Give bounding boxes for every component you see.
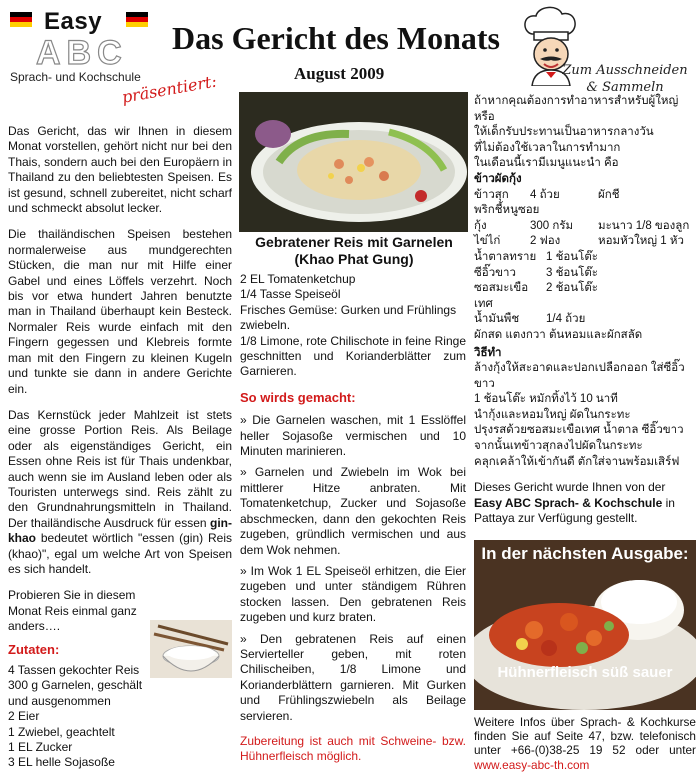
thai-amount: 1/4 ถ้วย: [546, 313, 586, 326]
ingredient-item: 1 EL Zucker: [8, 740, 73, 755]
thai-ingredient: น้ำตาลทราย: [474, 250, 537, 263]
intro-text: bedeutet wörtlich "essen (gin) Reis (khao)", egal um welche Art von Speisen es sich handelt.: [8, 531, 232, 576]
intro-paragraph: Probieren Sie in diesem Monat Reis einmal ganz anders….: [8, 588, 137, 634]
variation-note: Zubereitung ist auch mit Schweine- bzw. Hühnerfleisch möglich.: [240, 733, 466, 764]
thai-intro-line: ที่ไม่ต้องใช้เวลาในการทำมาก: [474, 141, 621, 154]
thai-amount: 4 ถ้วย: [530, 188, 560, 201]
thai-amount: 300 กรัม: [530, 219, 574, 232]
thai-ingredient-row: [474, 250, 696, 266]
credit-before: Dieses Gericht wurde Ihnen von der: [474, 480, 666, 495]
thai-ingredient-row: [474, 219, 696, 235]
thai-method-line: ล้างกุ้งให้สะอาดและปอกเปลือกออก ใส่ซีอิ๊วขาว: [474, 362, 685, 390]
dish-title-thai-name: (Khao Phat Gung): [294, 251, 414, 267]
thai-amount: 2 ช้อนโต๊ะ: [546, 282, 598, 295]
collect-note-line1: Zum Ausschneiden: [562, 63, 688, 78]
rice-bowl-photo: [150, 620, 232, 678]
thai-ingredient-row: [474, 188, 696, 204]
intro-paragraph: [8, 408, 232, 577]
thai-ingredient: ซีอิ๊วขาว: [474, 266, 516, 279]
thai-ingredient-row: [474, 281, 696, 312]
thai-intro-line: ในเดือนนี้เรามีเมนูแนะนำ คือ: [474, 157, 619, 170]
thai-ingredient: น้ำมันพืช: [474, 313, 520, 326]
collect-note: [550, 62, 700, 96]
gin-khao-term: gin-khao: [8, 515, 232, 546]
thai-ingredient-row: [474, 234, 696, 250]
thai-method-line: 1 ช้อนโต๊ะ หมักทิ้งไว้ 10 นาที: [474, 393, 618, 406]
ingredient-item: 2 EL Tomatenketchup: [240, 272, 356, 286]
thai-extra: หอมหัวใหญ่ 1 หัว: [598, 235, 684, 248]
presents-label: präsentiert:: [120, 71, 219, 107]
brand-easy: Easy: [44, 8, 103, 35]
ingredient-item: 3 EL helle Sojasoße: [8, 755, 115, 770]
sweet-sour-chicken-photo: [474, 540, 696, 710]
thai-method-line: คลุกเคล้าให้เข้ากันดี ตักใส่จานพร้อมเสิร์ฟ: [474, 455, 680, 468]
thai-ingredient: ไข่ไก่: [474, 235, 501, 248]
thai-extra: มะนาว 1/8 ของลูก: [598, 219, 690, 232]
credit-after: in Pattaya zur Verfügung gestellt.: [474, 495, 675, 526]
thai-ingredient: ซอสมะเขือเทศ: [474, 282, 529, 310]
intro-text: Das Kernstück jeder Mahlzeit ist stets eine grosse Portion Reis. Als Beilage oder als eigenständiges Gericht, ein Essen ohne Reis ist für Thais undenkbar, auch wenn sie im Ausland leben oder als Touristen unterwegs sind. Reis zählt zu den Grundnahrungsmitteln in Thailand. Der thailändische Ausdruck für essen: [8, 407, 232, 530]
thai-method-line: นำกุ้งและหอมใหญ่ ผัดในกระทะ: [474, 408, 631, 421]
intro-paragraph: Die thailändischen Speisen bestehen normalerweise aus mundgerechten Stücken, die man nur mit Hilfe einer Gabel und eines Löffels verzehrt. Noch bis vor etwa hundert Jahren benutzte man in Thailand überhaupt kein Besteck. Normaler Reis wurde einfach mit den Fingern gegessen und Klebreis formte man mit den Fingern zu kleinen Kugeln und tunkte sie dann in andere Gerichte ein.: [8, 227, 232, 396]
thai-ingredient-row: [474, 328, 696, 344]
thai-method-line: จากนั้นเทข้าวสุกลงไปผัดในกระทะ: [474, 440, 643, 453]
recipe-column: [240, 272, 466, 771]
ingredient-item: Frisches Gemüse: Gurken und Frühlings zwiebeln.: [240, 302, 457, 333]
ingredient-item: 1 Zwiebel, geachtelt: [8, 724, 115, 739]
german-flag-left: [10, 12, 32, 27]
next-issue-dish: Hühnerfleisch süß sauer: [497, 664, 673, 681]
page-title: Das Gericht des Monats: [172, 20, 500, 56]
dish-title: [240, 234, 468, 268]
dish-title-german: Gebratener Reis mit Garnelen: [255, 234, 453, 250]
method-step: » Im Wok 1 EL Speiseöl erhitzen, die Eier zugeben und unter ständigem Rühren stocken lassen. Den gebratenen Reis zugeben und kurz braten.: [240, 563, 466, 625]
method-step: » Garnelen und Zwiebeln im Wok bei mittlerer Hitze anbraten. Mit Tomatenketchup, Zucker und Sojasoße abschmecken, dann den gekochten Reis zugeben, gründlich vermischen und aus dem Wok nehmen.: [240, 465, 466, 557]
thai-ingredient-row: [474, 266, 696, 282]
german-flag-right: [126, 12, 148, 27]
thai-ingredient: กุ้ง: [474, 219, 487, 232]
thai-dish-name: ข้าวผัดกุ้ง: [474, 172, 522, 185]
thai-recipe-column: [474, 94, 696, 526]
thai-extra: ผักชี: [598, 188, 620, 201]
fried-rice-photo: [239, 92, 468, 232]
thai-ingredient-row: [474, 312, 696, 328]
thai-method-heading: วิธีทำ: [474, 346, 502, 359]
thai-amount: 1 ช้อนโต๊ะ: [546, 250, 598, 263]
method-step: » Den gebratenen Reis auf einen Servierteller geben, mit roten Chilischeiben, 1/8 Limone und Korianderblättern garnieren. Mit Gurken und Frühlingszwiebeln als Beilage servieren.: [240, 631, 466, 723]
thai-amount: 3 ช้อนโต๊ะ: [546, 266, 598, 279]
thai-intro-line: ให้เด็กรับประทานเป็นอาหารกลางวัน: [474, 126, 654, 139]
ingredient-item: 1/8 Limone, rote Chilischote in feine Ringe geschnitten und Korianderblätter zum Garnieren.: [240, 333, 466, 379]
ingredients-heading: Zutaten:: [8, 641, 60, 657]
method-heading: So wirds gemacht:: [240, 389, 356, 405]
contact-text: Weitere Infos über Sprach- & Kochkurse finden Sie auf Seite 47, bzw. telefonisch unter +66-(0)38-25 19 52 oder unter: [474, 715, 696, 758]
website-link[interactable]: www.easy-abc-th.com: [474, 757, 590, 772]
ingredient-item: 2 Eier: [8, 709, 40, 724]
next-issue-box: [474, 540, 696, 710]
thai-amount: 2 ฟอง: [530, 235, 561, 248]
thai-ingredient: ผักสด แตงกวา ต้นหอมและผักสลัด: [474, 328, 643, 341]
thai-ingredient: ข้าวสุก: [474, 188, 509, 201]
ingredient-item: 1/4 Tasse Speiseöl: [240, 287, 341, 302]
method-step: » Die Garnelen waschen, mit 1 Esslöffel heller Sojasoße vermischen und 10 Minuten marinieren.: [240, 413, 466, 459]
thai-ingredient-row: [474, 203, 696, 219]
intro-paragraph: Das Gericht, das wir Ihnen in diesem Monat vorstellen, gehört nicht nur bei den Thais, sondern auch bei den Europäern in Thailand zu den beliebtesten Speisen. Es ist gesund, schnell zubereitet, nicht scharf und schmeckt absolut lecker.: [8, 124, 232, 216]
credit-text: [474, 480, 696, 526]
thai-method-line: ปรุงรสด้วยซอสมะเขือเทศ น้ำตาล ซีอิ๊วขาว: [474, 424, 684, 437]
thai-ingredient: พริกชี้หนูซอย: [474, 204, 540, 217]
ingredient-item: 300 g Garnelen, geschält und ausgenommen: [8, 678, 143, 708]
credit-school-name: Easy ABC Sprach- & Kochschule: [474, 495, 663, 510]
ingredient-item: 4 Tassen gekochter Reis: [8, 663, 140, 677]
brand-subtitle: Sprach- und Kochschule: [10, 70, 141, 84]
collect-note-line2: & Sammeln: [586, 80, 664, 95]
next-issue-heading: In der nächsten Ausgabe:: [481, 544, 689, 563]
issue-month: August 2009: [294, 64, 385, 83]
thai-intro-line: ถ้าหากคุณต้องการทำอาหารสำหรับผู้ใหญ่ หรือ: [474, 95, 679, 123]
contact-info: [474, 715, 696, 772]
brand-abc-logo: ABC: [36, 34, 128, 72]
